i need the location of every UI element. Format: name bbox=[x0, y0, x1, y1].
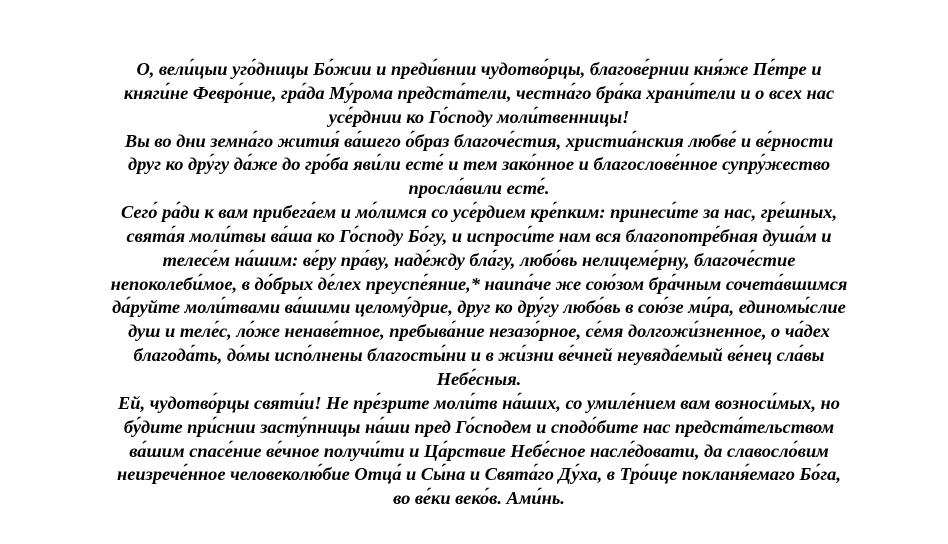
prayer-line: да́руйте моли́твами ва́шими целому́дрие, друг ко дру́гу любо́вь в сою́зе ми́ра, единомы́слие bbox=[112, 297, 846, 318]
prayer-line: Сего́ ра́ди к вам прибега́ем и мо́лимся со усе́рдием кре́пким: принеси́те за нас, гре́шных, bbox=[120, 202, 838, 223]
prayer-line: свята́я моли́твы ва́ша ко Го́споду Бо́гу, и испроси́те нам вся благопотре́бная душа́м и bbox=[126, 225, 832, 246]
prayer-line: друг ко дру́гу да́же до гро́ба яви́ли есте́ и тем зако́нное и благослове́нное супру́жество bbox=[127, 154, 831, 175]
prayer-line: душ и теле́с, ло́же ненаве́тное, пребыва́ние незазо́рное, се́мя долгожи́зненное, о ча́дех bbox=[128, 321, 830, 342]
prayer-line: ва́шим спасе́ние ве́чное получи́ти и Ца́рствие Небе́сное насле́довати, да славосло́вим bbox=[129, 440, 829, 461]
prayer-line: Небе́сныя. bbox=[436, 368, 522, 389]
prayer-line: просла́вили есте́. bbox=[408, 178, 550, 199]
prayer-line: Вы во дни земна́го жития́ ва́шего о́браз благоче́стия, христиа́нския любве́ и ве́рности bbox=[124, 130, 834, 151]
prayer-line: бу́дите при́снии засту́пницы на́ши пред Го́сподем и сподо́бите нас предста́тельством bbox=[123, 416, 835, 437]
prayer-line: усе́рднии ко Го́споду моли́твенницы! bbox=[328, 106, 630, 127]
prayer-line: телесе́м на́шим: ве́ру пра́ву, наде́жду бла́гу, любо́вь нелицеме́рну, благоче́стие bbox=[162, 249, 796, 270]
prayer-line: благода́ть, до́мы испо́лнены благосты́ни и в жи́зни ве́чней неувяда́емый ве́нец сла́вы bbox=[133, 345, 825, 366]
prayer-text bbox=[70, 58, 888, 511]
prayer-line: Ей, чудотво́рцы святи́и! Не пре́зрите моли́тв на́ших, со умиле́нием вам возноси́мых, но bbox=[118, 392, 840, 413]
prayer-line: неизрече́нное человеколю́бие Отца́ и Сы́на и Свята́го Ду́ха, в Тро́ице покланя́емаго Бо́га, bbox=[117, 464, 841, 485]
prayer-line: княги́не Февро́ние, гра́да Му́рома предста́тели, честна́го бра́ка храни́тели и о всех нас bbox=[123, 82, 835, 103]
prayer-line: во ве́ки веко́в. Ами́нь. bbox=[393, 488, 565, 509]
prayer-line: О, вели́цыи уго́дницы Бо́жии и преди́внии чудотво́рцы, благове́рнии кня́же Пе́тре и bbox=[136, 59, 822, 79]
prayer-line: непоколеби́мое, в до́брых де́лех преуспе́яние,* наипа́че же сою́зом бра́чным сочета́вшимся bbox=[110, 273, 848, 294]
